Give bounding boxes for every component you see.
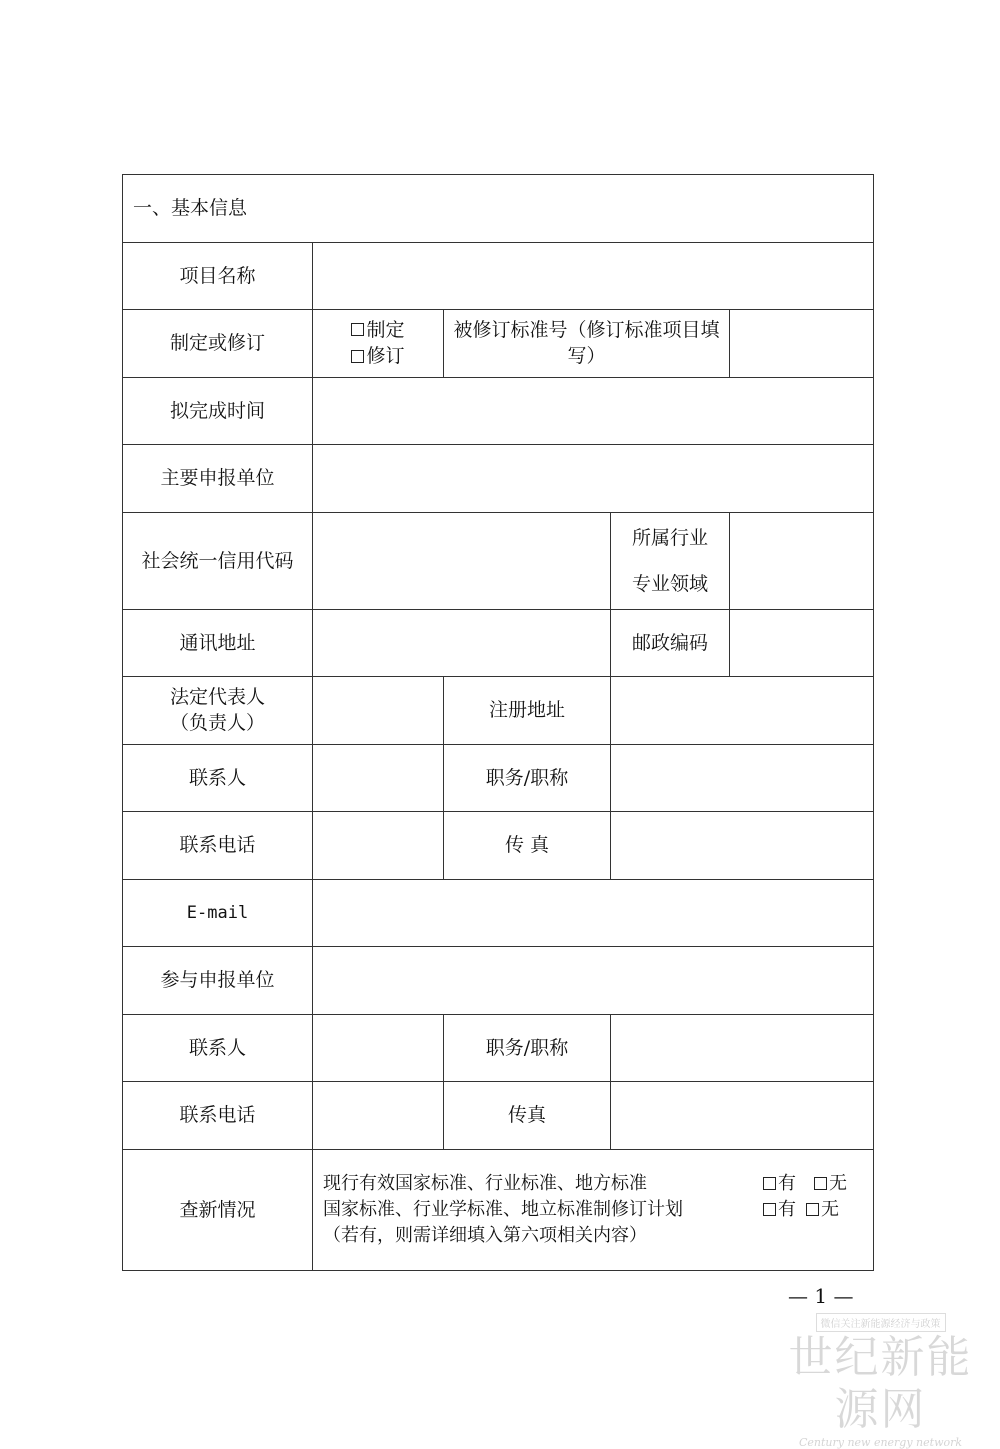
no-label: 无 [821, 1198, 839, 1220]
label-phone-2: 联系电话 [123, 1082, 313, 1150]
make-or-revise-options [313, 310, 444, 378]
field-position-2[interactable] [611, 1014, 874, 1082]
field-reg-address[interactable] [611, 677, 874, 745]
checkbox-novelty1-yes[interactable] [763, 1171, 796, 1197]
field-main-unit[interactable] [313, 445, 874, 513]
label-position: 职务/职称 [444, 744, 611, 812]
field-phone-2[interactable] [313, 1082, 444, 1150]
novelty-line-1-text: 现行有效国家标准、行业标准、地方标准 [323, 1172, 647, 1194]
field-position[interactable] [611, 744, 874, 812]
checkbox-icon [351, 323, 364, 336]
label-project-name: 项目名称 [123, 242, 313, 310]
field-contact-2[interactable] [313, 1014, 444, 1082]
field-fax-2[interactable] [611, 1082, 874, 1150]
field-industry-field[interactable] [730, 512, 874, 609]
field-address[interactable] [313, 609, 611, 677]
label-address: 通讯地址 [123, 609, 313, 677]
label-credit-code: 社会统一信用代码 [123, 512, 313, 609]
field-postcode[interactable] [730, 609, 874, 677]
checkbox-icon [814, 1177, 827, 1190]
checkbox-make[interactable] [351, 317, 404, 343]
label-fax: 传 真 [444, 812, 611, 880]
novelty-line-2 [323, 1197, 867, 1223]
page-number: — 1 — [788, 1284, 854, 1308]
label-revised-std-no: 被修订标准号（修订标准项目填写） [444, 310, 730, 378]
checkbox-icon [806, 1203, 819, 1216]
label-legal-rep [123, 677, 313, 745]
checkbox-novelty1-no[interactable] [814, 1171, 847, 1197]
field-email[interactable] [313, 879, 874, 947]
field-fax[interactable] [611, 812, 874, 880]
novelty-line-1 [323, 1171, 867, 1197]
field-planned-time[interactable] [313, 377, 874, 445]
checkbox-icon [763, 1203, 776, 1216]
yes-label: 有 [778, 1198, 796, 1220]
novelty-line-2-text: 国家标准、行业学标准、地立标准制修订计划 [323, 1198, 683, 1220]
label-planned-time: 拟完成时间 [123, 377, 313, 445]
label-industry: 所属行业 [631, 526, 708, 549]
checkbox-icon [763, 1177, 776, 1190]
field-revised-std-no[interactable] [730, 310, 874, 378]
novelty-line-3: （若有，则需详细填入第六项相关内容） [323, 1224, 647, 1246]
checkbox-revise-label: 修订 [366, 345, 405, 368]
label-legal-rep-line2: （负责人） [169, 712, 265, 735]
field-credit-code[interactable] [313, 512, 611, 609]
label-reg-address: 注册地址 [444, 677, 611, 745]
label-fax-2: 传真 [444, 1082, 611, 1150]
checkbox-make-label: 制定 [366, 318, 405, 341]
watermark-main-text: 世纪新能源网 [788, 1332, 973, 1435]
checkbox-icon [351, 350, 364, 363]
watermark-top-text: 微信关注新能源经济与政策 [816, 1313, 946, 1332]
label-contact-2: 联系人 [123, 1014, 313, 1082]
label-main-unit: 主要申报单位 [123, 445, 313, 513]
yes-label: 有 [778, 1172, 796, 1194]
label-phone: 联系电话 [123, 812, 313, 880]
label-industry-field [611, 512, 730, 609]
watermark-logo [768, 1312, 993, 1449]
basic-info-form [122, 174, 874, 1271]
field-project-name[interactable] [313, 242, 874, 310]
label-legal-rep-line1: 法定代表人 [169, 686, 265, 709]
label-novelty: 查新情况 [123, 1149, 313, 1270]
label-field: 专业领域 [631, 572, 708, 595]
label-contact: 联系人 [123, 744, 313, 812]
label-email: E-mail [123, 879, 313, 947]
label-postcode: 邮政编码 [611, 609, 730, 677]
label-make-or-revise: 制定或修订 [123, 310, 313, 378]
novelty-content [313, 1149, 874, 1270]
section-title: 一、基本信息 [123, 175, 874, 243]
watermark-en-text: Century new energy network [798, 1436, 963, 1449]
field-contact[interactable] [313, 744, 444, 812]
field-phone[interactable] [313, 812, 444, 880]
checkbox-revise[interactable] [351, 343, 404, 369]
checkbox-novelty2-yes[interactable] [763, 1197, 796, 1223]
no-label: 无 [829, 1172, 847, 1194]
checkbox-novelty2-no[interactable] [806, 1197, 839, 1223]
label-position-2: 职务/职称 [444, 1014, 611, 1082]
label-partner-unit: 参与申报单位 [123, 947, 313, 1015]
field-legal-rep[interactable] [313, 677, 444, 745]
field-partner-unit[interactable] [313, 947, 874, 1015]
